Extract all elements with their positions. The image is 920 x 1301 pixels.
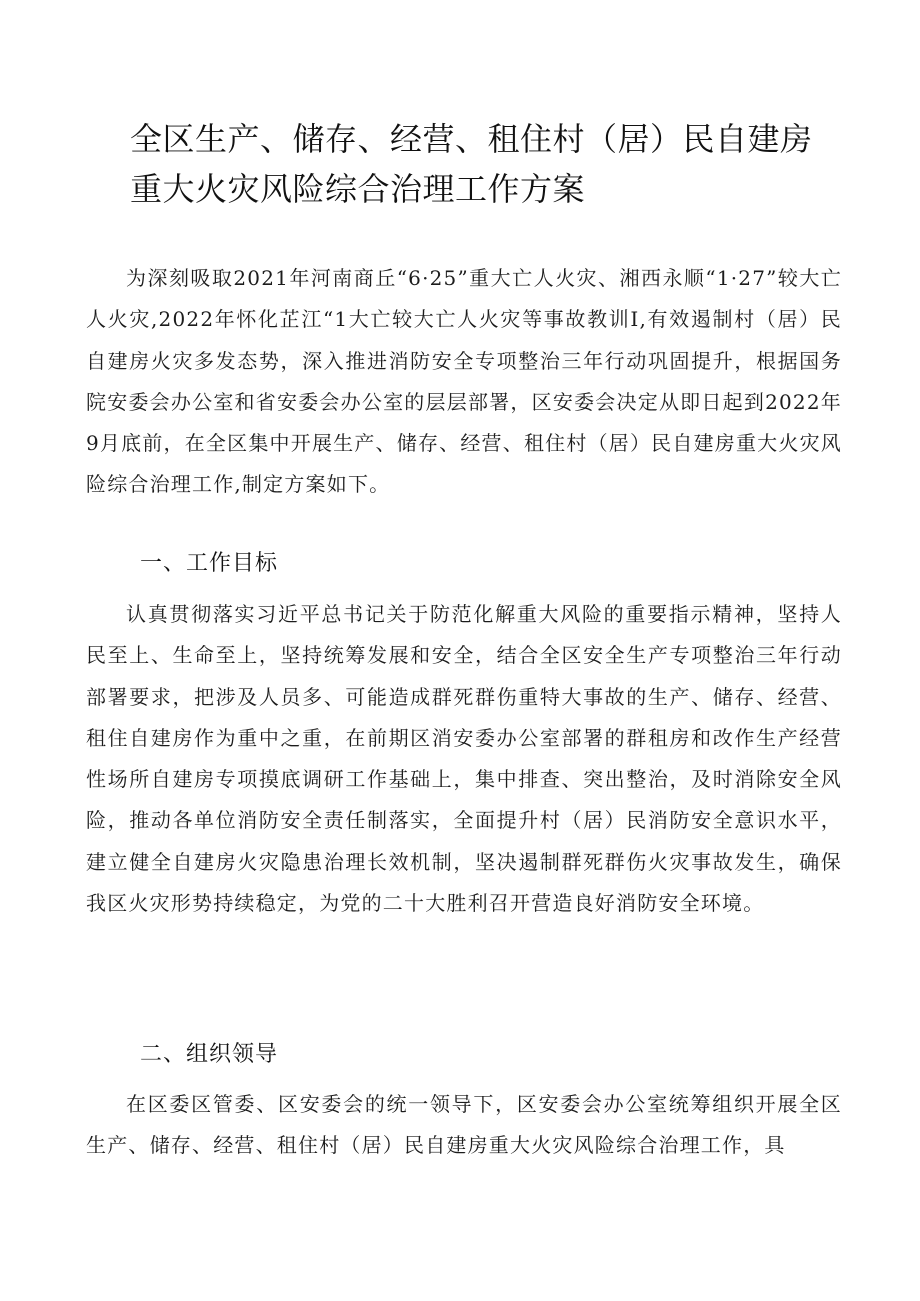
intro-paragraph: 为深刻吸取2021年河南商丘“6·25”重大亡人火灾、湘西永顺“1·27”较大亡人火灾,2022年怀化芷江“1大亡较大亡人火灾等事故教训I,有效遏制村（居）民自建房火灾多发态势，深入推进消防安全专项整治三年行动巩固提升，根据国务院安委会办公室和省安委会办公室的层层部署，区安委会决定从即日起到2022年9月底前，在全区集中开展生产、储存、经营、租住村（居）民自建房重大火灾风险综合治理工作,制定方案如下。 xyxy=(86,266,842,497)
document-title: 全区生产、储存、经营、租住村（居）民自建房重大火灾风险综合治理工作方案 xyxy=(130,120,813,208)
section-body-leadership: 在区委区管委、区安委会的统一领导下，区安委会办公室统筹组织开展全区生产、储存、经营、租住村（居）民自建房重大火灾风险综合治理工作，具 xyxy=(86,1092,842,1158)
section-heading-goals: 一、工作目标 xyxy=(140,551,279,576)
section-body-goals: 认真贯彻落实习近平总书记关于防范化解重大风险的重要指示精神，坚持人民至上、生命至上，坚持统筹发展和安全，结合全区安全生产专项整治三年行动部署要求，把涉及人员多、可能造成群死群伤重特大事故的生产、储存、经营、租住自建房作为重中之重，在前期区消安委办公室部署的群租房和改作生产经营性场所自建房专项摸底调研工作基础上，集中排查、突出整治，及时消除安全风险，推动各单位消防安全责任制落实，全面提升村（居）民消防安全意识水平，建立健全自建房火灾隐患治理长效机制，坚决遏制群死群伤火灾事故发生，确保我区火灾形势持续稳定，为党的二十大胜利召开营造良好消防安全环境。 xyxy=(86,602,842,916)
section-heading-leadership: 二、组织领导 xyxy=(140,1042,279,1067)
